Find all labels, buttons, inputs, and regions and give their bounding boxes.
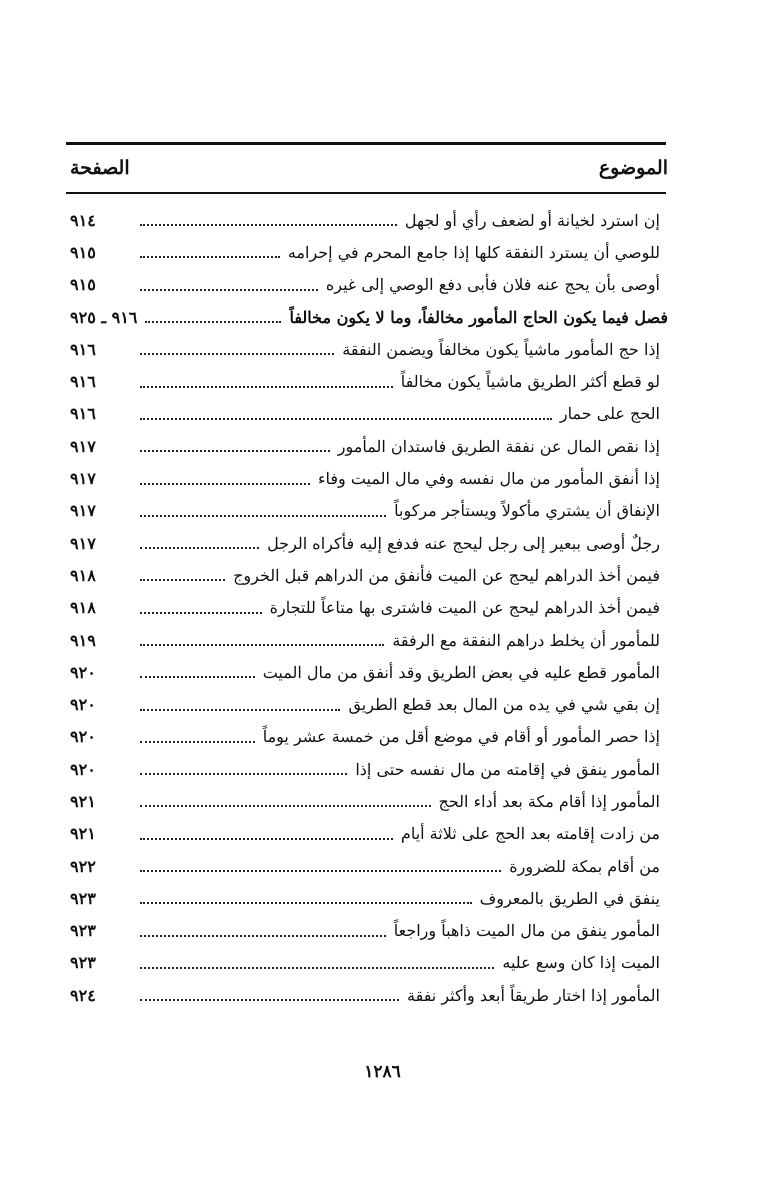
entry-title: الإنفاق أن يشتري مأكولاً ويستأجر مركوباً	[394, 501, 660, 521]
entry-page-number: ٩١٦	[70, 339, 96, 359]
dot-leader	[140, 902, 472, 904]
entry-title: الميت إذا كان وسع عليه	[502, 953, 660, 973]
entry-title: للمأمور أن يخلط دراهم النفقة مع الرفقة	[392, 630, 660, 650]
entry-title: لو قطع أكثر الطريق ماشياً يكون مخالفاً	[400, 372, 660, 392]
toc-header	[70, 150, 668, 186]
toc-entry	[70, 947, 668, 979]
dot-leader	[140, 838, 393, 840]
dot-leader	[140, 935, 386, 937]
entry-page-number: ٩٢٢	[70, 856, 96, 876]
dot-leader	[140, 612, 262, 614]
entry-page-number: ٩١٩	[70, 630, 96, 650]
entry-page-number: ٩١٥	[70, 275, 96, 295]
entry-title: إذا نقص المال عن نفقة الطريق فاستدان المأمور	[337, 436, 660, 456]
dot-leader	[140, 256, 280, 258]
toc-entry	[70, 495, 668, 527]
dot-leader	[140, 741, 255, 743]
dot-leader	[140, 999, 399, 1001]
entry-page-number: ٩٢٠	[70, 727, 96, 747]
dot-leader	[140, 450, 330, 452]
toc-entry	[70, 430, 668, 462]
entry-title: ينفق في الطريق بالمعروف	[479, 888, 660, 908]
entry-page-number: ٩١٦ ـ ٩٢٥	[70, 307, 138, 327]
entry-page-number: ٩١٨	[70, 598, 96, 618]
dot-leader	[140, 579, 225, 581]
entry-page-number: ٩١٧	[70, 469, 96, 489]
header-top-rule	[66, 142, 666, 145]
entry-title: فصل فيما يكون الحاج المأمور مخالفاً، وما لا يكون مخالفاً	[289, 307, 668, 327]
dot-leader	[140, 289, 318, 291]
page-column-label: الصفحة	[70, 157, 130, 179]
toc-entry	[70, 462, 668, 494]
entry-title: إذا أنفق المأمور من مال نفسه وفي مال الميت وفاء	[317, 469, 660, 489]
entry-title: أوصى بأن يحج عنه فلان فأبى دفع الوصي إلى غيره	[325, 275, 660, 295]
entry-page-number: ٩٢٣	[70, 953, 96, 973]
dot-leader	[140, 483, 310, 485]
entry-title: إن استرد لخيانة أو لضعف رأي أو لجهل	[404, 210, 660, 230]
toc-entry	[70, 979, 668, 1011]
entry-title: المأمور إذا اختار طريقاً أبعد وأكثر نفقة	[407, 985, 660, 1005]
toc-entry	[70, 204, 668, 236]
entry-page-number: ٩٢٠	[70, 759, 96, 779]
dot-leader	[140, 547, 259, 549]
toc-entry	[70, 818, 668, 850]
dot-leader	[140, 967, 494, 969]
entry-page-number: ٩١٨	[70, 565, 96, 585]
entry-page-number: ٩١٦	[70, 372, 96, 392]
page-number: ١٢٨٦	[364, 1062, 401, 1082]
entry-title: المأمور إذا أقام مكة بعد أداء الحج	[438, 791, 660, 811]
entry-title: الحج على حمار	[559, 404, 660, 424]
toc-entry	[70, 527, 668, 559]
toc-entry	[70, 850, 668, 882]
entry-title: رجلٌ أوصى ببعير إلى رجل ليحج عنه فدفع إليه فأكراه الرجل	[267, 533, 660, 553]
entry-title: المأمور قطع عليه في بعض الطريق وقد أنفق من مال الميت	[262, 662, 660, 682]
toc-entry	[70, 915, 668, 947]
toc-section-entry	[70, 301, 668, 333]
toc-entry	[70, 882, 668, 914]
toc-entry	[70, 785, 668, 817]
entry-title: فيمن أخذ الدراهم ليحج عن الميت فأنفق من الدراهم قبل الخروج	[233, 565, 660, 585]
toc-entry	[70, 721, 668, 753]
entry-title: فيمن أخذ الدراهم ليحج عن الميت فاشترى بها متاعاً للتجارة	[269, 598, 660, 618]
dot-leader	[140, 870, 501, 872]
toc-entry	[70, 688, 668, 720]
dot-leader	[140, 515, 386, 517]
entry-page-number: ٩١٧	[70, 533, 96, 553]
toc-entry	[70, 753, 668, 785]
dot-leader	[140, 773, 347, 775]
toc-entry	[70, 656, 668, 688]
entry-title: من زادت إقامته بعد الحج على ثلاثة أيام	[400, 824, 660, 844]
entry-page-number: ٩٢٠	[70, 695, 96, 715]
entry-page-number: ٩٢٣	[70, 888, 96, 908]
entry-title: للوصي أن يسترد النفقة كلها إذا جامع المحرم في إحرامه	[287, 242, 660, 262]
toc-entry	[70, 624, 668, 656]
entry-page-number: ٩١٦	[70, 404, 96, 424]
entry-page-number: ٩٢٣	[70, 921, 96, 941]
entry-page-number: ٩١٧	[70, 501, 96, 521]
dot-leader	[145, 321, 281, 323]
toc-entry	[70, 333, 668, 365]
entry-page-number: ٩٢٠	[70, 662, 96, 682]
entry-title: إذا حصر المأمور أو أقام في موضع أقل من خمسة عشر يوماً	[262, 727, 660, 747]
toc-entry	[70, 592, 668, 624]
entry-page-number: ٩١٧	[70, 436, 96, 456]
entry-page-number: ٩٢٤	[70, 985, 96, 1005]
dot-leader	[140, 353, 334, 355]
entry-page-number: ٩١٥	[70, 242, 96, 262]
entry-title: إن بقي شي في يده من المال بعد قطع الطريق	[348, 695, 660, 715]
entry-title: من أقام بمكة للضرورة	[509, 856, 660, 876]
dot-leader	[140, 805, 431, 807]
dot-leader	[140, 386, 393, 388]
toc-entry	[70, 365, 668, 397]
entry-page-number: ٩٢١	[70, 791, 96, 811]
toc-entry	[70, 236, 668, 268]
dot-leader	[140, 418, 552, 420]
dot-leader	[140, 644, 384, 646]
entry-page-number: ٩١٤	[70, 210, 96, 230]
entry-title: إذا حج المأمور ماشياً يكون مخالفاً ويضمن النفقة	[342, 339, 660, 359]
toc-entry	[70, 269, 668, 301]
topic-column-label: الموضوع	[598, 157, 668, 179]
entry-title: المأمور ينفق من مال الميت ذاهباً وراجعاً	[393, 921, 660, 941]
toc-entry	[70, 559, 668, 591]
dot-leader	[140, 224, 397, 226]
entry-page-number: ٩٢١	[70, 824, 96, 844]
header-bottom-rule	[66, 192, 666, 194]
dot-leader	[140, 709, 340, 711]
table-of-contents	[70, 204, 668, 1011]
dot-leader	[140, 676, 255, 678]
entry-title: المأمور ينفق في إقامته من مال نفسه حتى إذا	[355, 759, 660, 779]
toc-entry	[70, 398, 668, 430]
